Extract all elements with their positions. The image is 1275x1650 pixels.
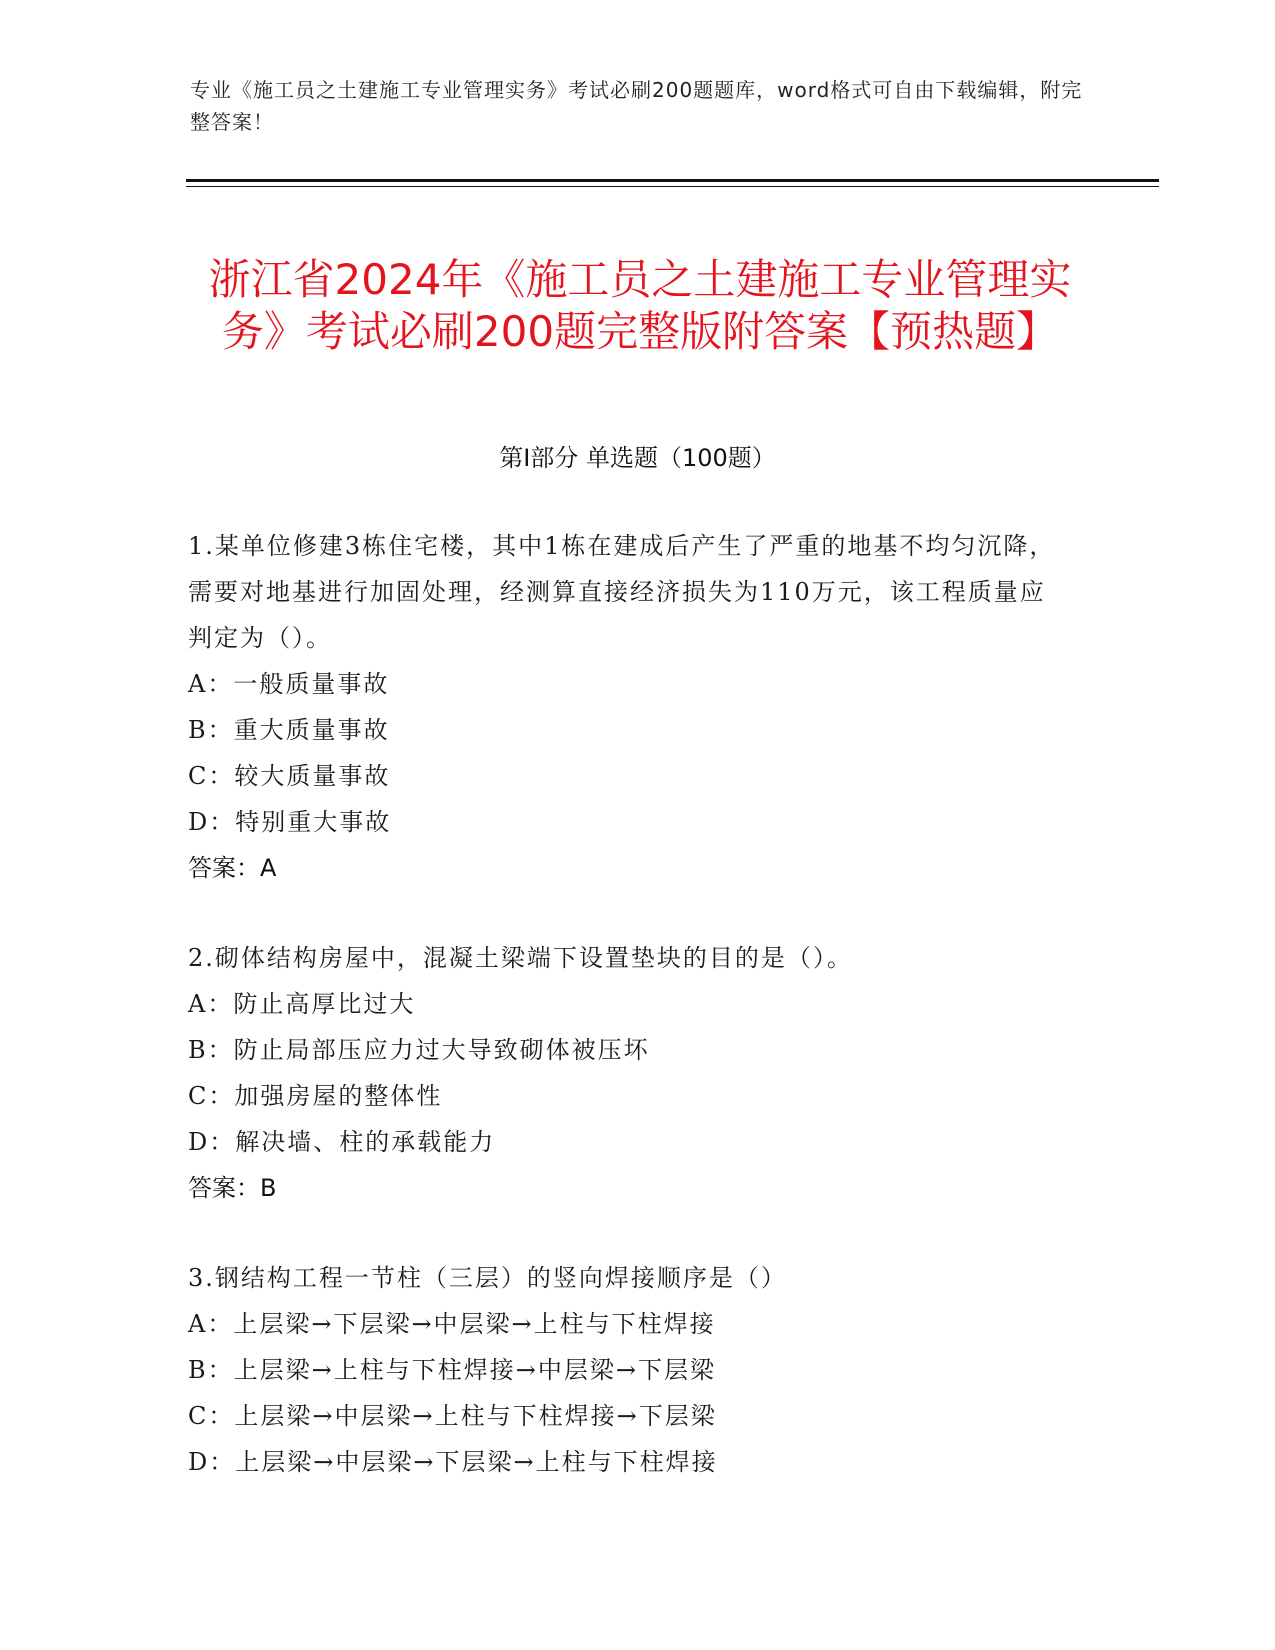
header-divider-thin <box>186 186 1159 187</box>
question-stem: 2.砌体结构房屋中，混凝土梁端下设置垫块的目的是（）。 <box>188 944 853 972</box>
question-3 <box>188 1255 1068 1485</box>
option-c: C：加强房屋的整体性 <box>188 1082 443 1110</box>
option-d: D：上层梁→中层梁→下层梁→上柱与下柱焊接 <box>188 1448 718 1476</box>
option-d: D：特别重大事故 <box>188 808 392 836</box>
option-b: B：上层梁→上柱与下柱焊接→中层梁→下层梁 <box>188 1356 716 1384</box>
document-title: 浙江省2024年《施工员之土建施工专业管理实务》考试必刷200题完整版附答案【预热题】 <box>208 255 1072 357</box>
option-c: C：较大质量事故 <box>188 762 391 790</box>
option-c: C：上层梁→中层梁→上柱与下柱焊接→下层梁 <box>188 1402 717 1430</box>
answer: 答案：B <box>188 1174 277 1202</box>
option-a: A：上层梁→下层梁→中层梁→上柱与下柱焊接 <box>188 1310 716 1338</box>
question-1 <box>188 523 1068 891</box>
section-heading: 第I部分 单选题（100题） <box>499 444 776 472</box>
question-stem: 1.某单位修建3栋住宅楼，其中1栋在建成后产生了严重的地基不均匀沉降，需要对地基进行加固处理，经测算直接经济损失为110万元，该工程质量应判定为（）。 <box>188 532 1056 652</box>
option-b: B：重大质量事故 <box>188 716 390 744</box>
option-a: A：防止高厚比过大 <box>188 990 416 1018</box>
option-d: D：解决墙、柱的承载能力 <box>188 1128 496 1156</box>
header-note: 专业《施工员之土建施工专业管理实务》考试必刷200题题库，word格式可自由下载编辑，附完整答案！ <box>190 78 1083 134</box>
option-b: B：防止局部压应力过大导致砌体被压坏 <box>188 1036 650 1064</box>
answer: 答案：A <box>188 854 277 882</box>
header-divider-thick <box>186 179 1159 182</box>
question-stem: 3.钢结构工程一节柱（三层）的竖向焊接顺序是（） <box>188 1264 787 1292</box>
option-a: A：一般质量事故 <box>188 670 390 698</box>
question-2 <box>188 935 1068 1211</box>
